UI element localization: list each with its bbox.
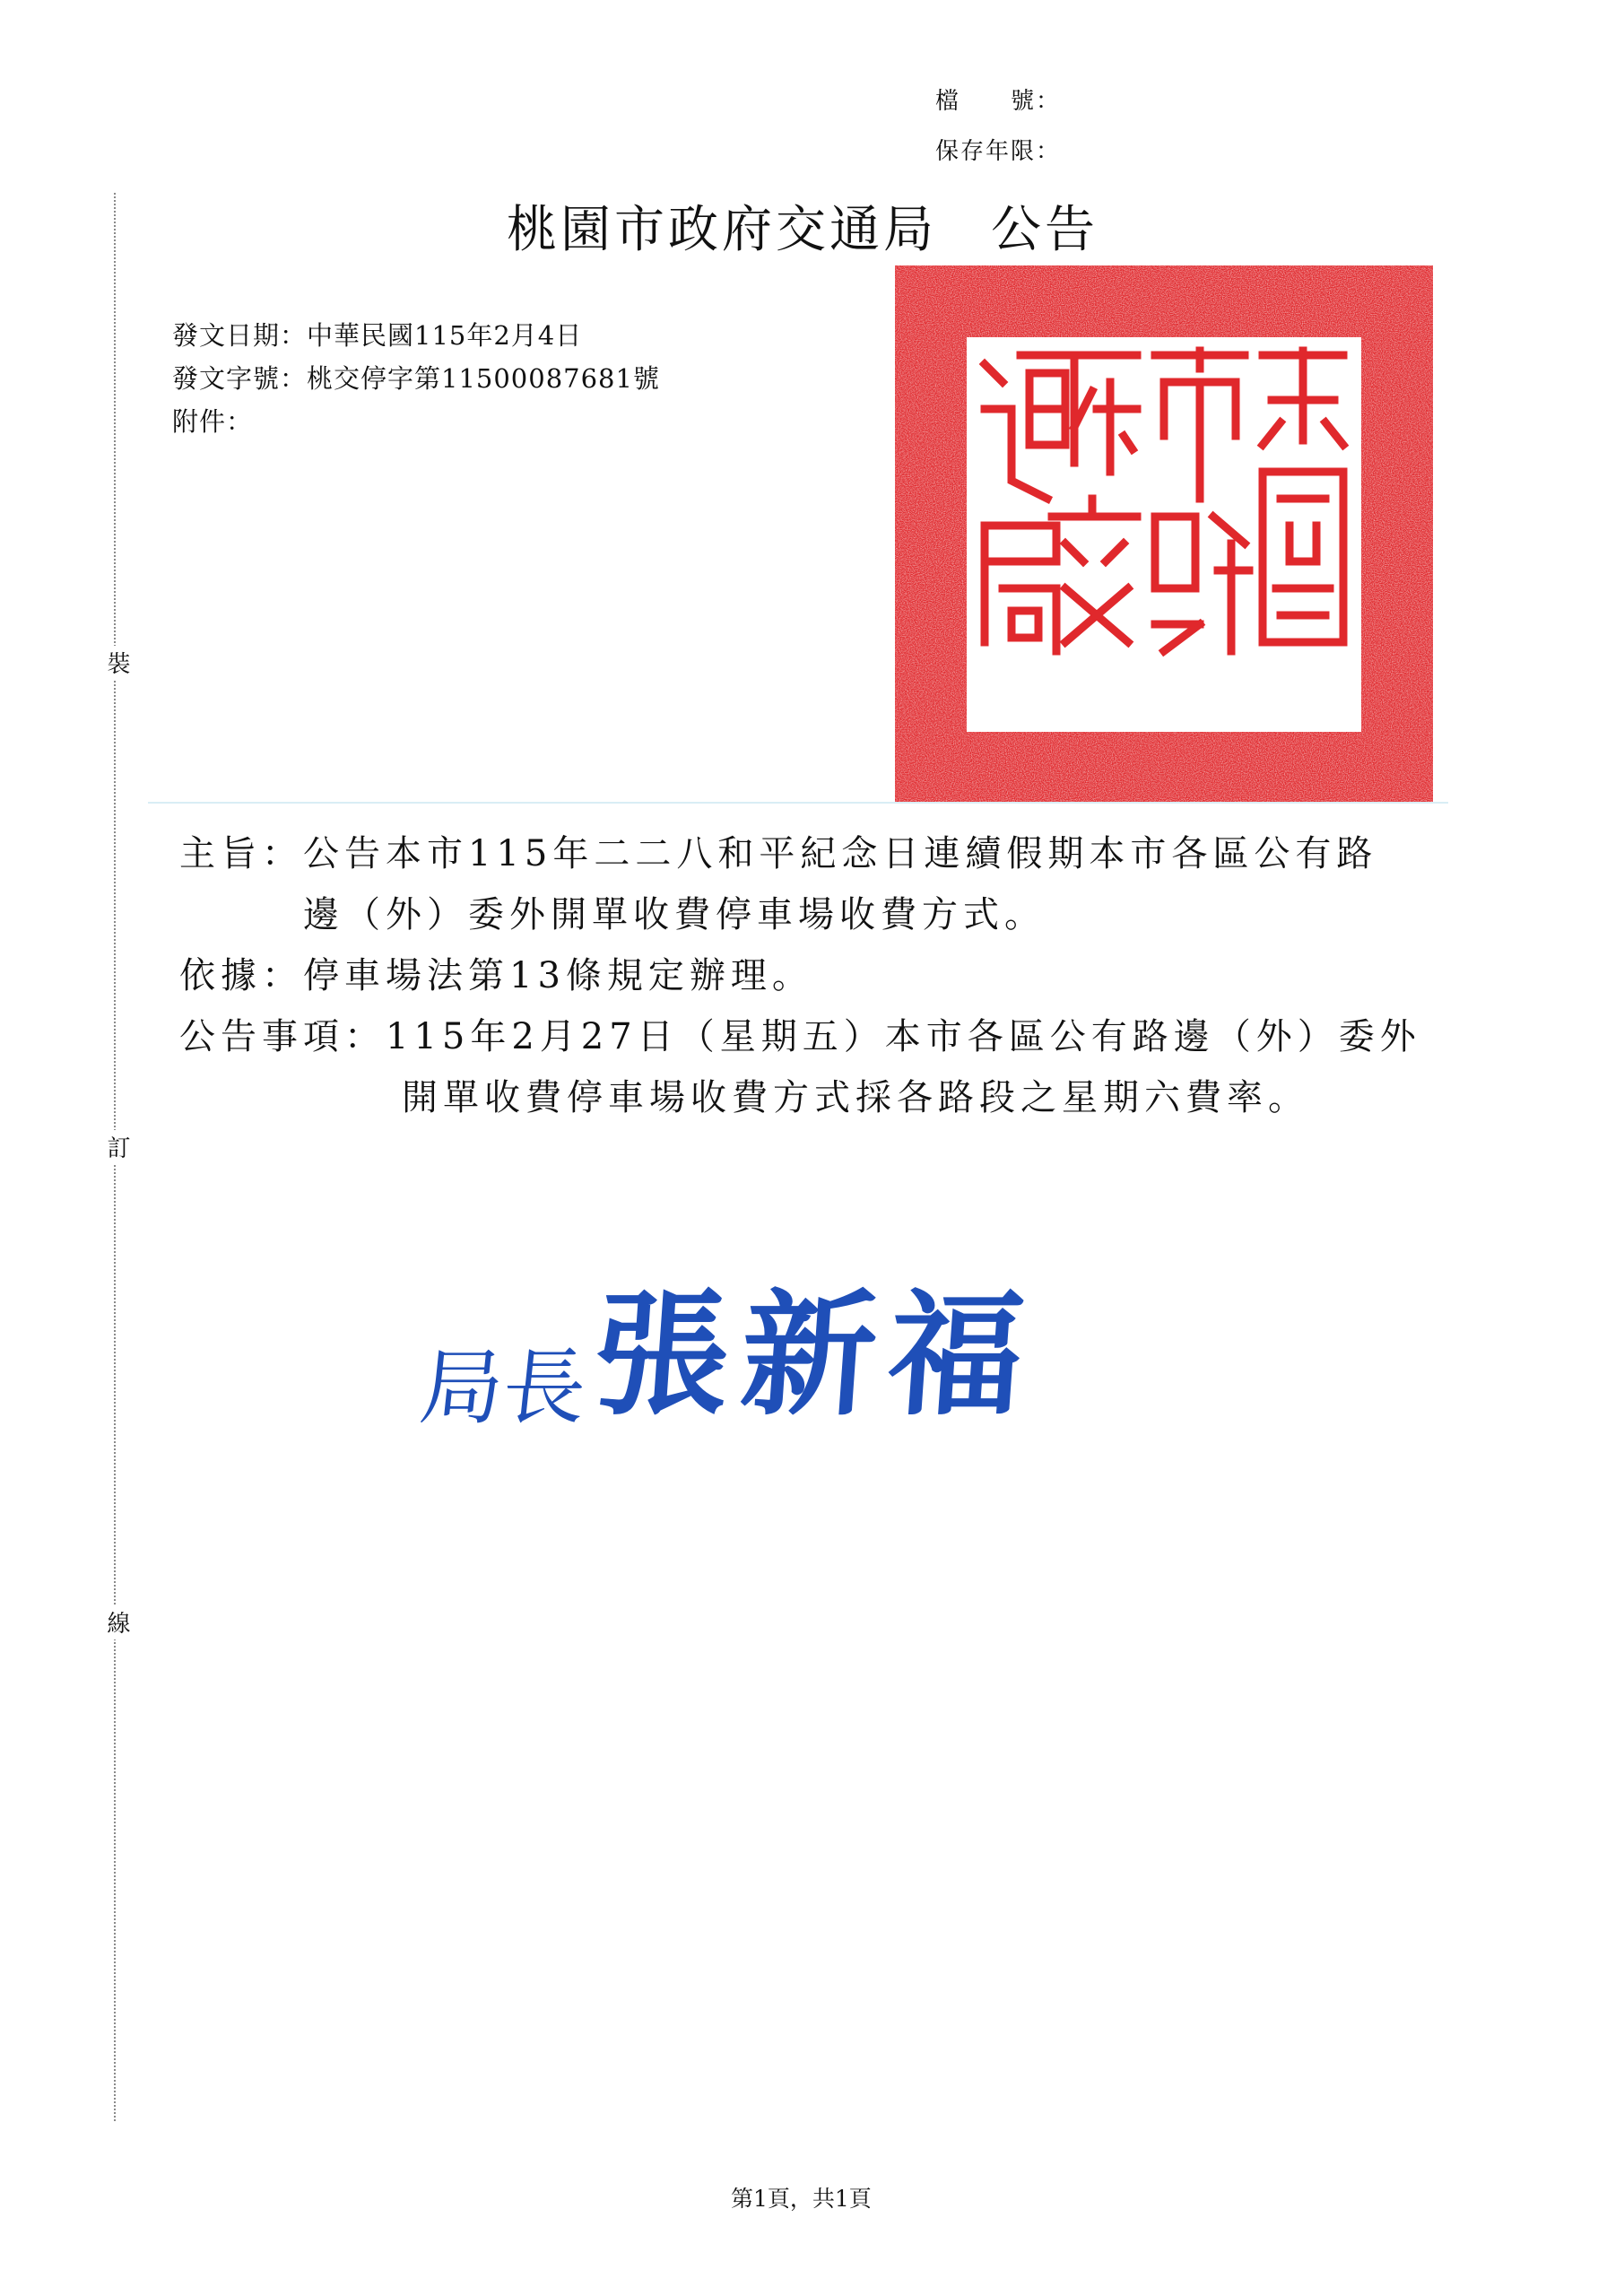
section-divider — [148, 802, 1448, 804]
notice-line-1: 公告事項：115年2月27日（星期五）本市各區公有路邊（外）委外 — [179, 1016, 1421, 1057]
signature-title: 局長 — [415, 1340, 591, 1436]
signature-name: 張新福 — [588, 1276, 1042, 1434]
basis-line: 依據：停車場法第13條規定辦理。 — [179, 955, 813, 996]
reference-number: 發文字號：桃交停字第11500087681號 — [172, 363, 660, 394]
official-seal — [895, 265, 1433, 804]
binding-char-zhuang: 裝 — [100, 646, 134, 680]
director-signature-stamp — [415, 1247, 1042, 1440]
document-title: 桃園市政府交通局 公告 — [507, 201, 1099, 259]
binding-char-xian: 線 — [100, 1605, 134, 1639]
binding-char-ding: 訂 — [100, 1130, 134, 1164]
notice-line-2: 開單收費停車場收費方式採各路段之星期六費率。 — [402, 1077, 1309, 1118]
retention-period-label: 保存年限： — [935, 138, 1062, 165]
subject-line-1: 主旨：公告本市115年二二八和平紀念日連續假期本市各區公有路 — [179, 833, 1378, 874]
attachment-label: 附件： — [172, 406, 254, 437]
file-number-label: 檔 號： — [935, 88, 1062, 115]
page-number: 第1頁，共1頁 — [731, 2186, 872, 2212]
issue-date: 發文日期：中華民國115年2月4日 — [172, 320, 583, 351]
subject-line-2: 邊（外）委外開單收費停車場收費方式。 — [303, 894, 1046, 935]
